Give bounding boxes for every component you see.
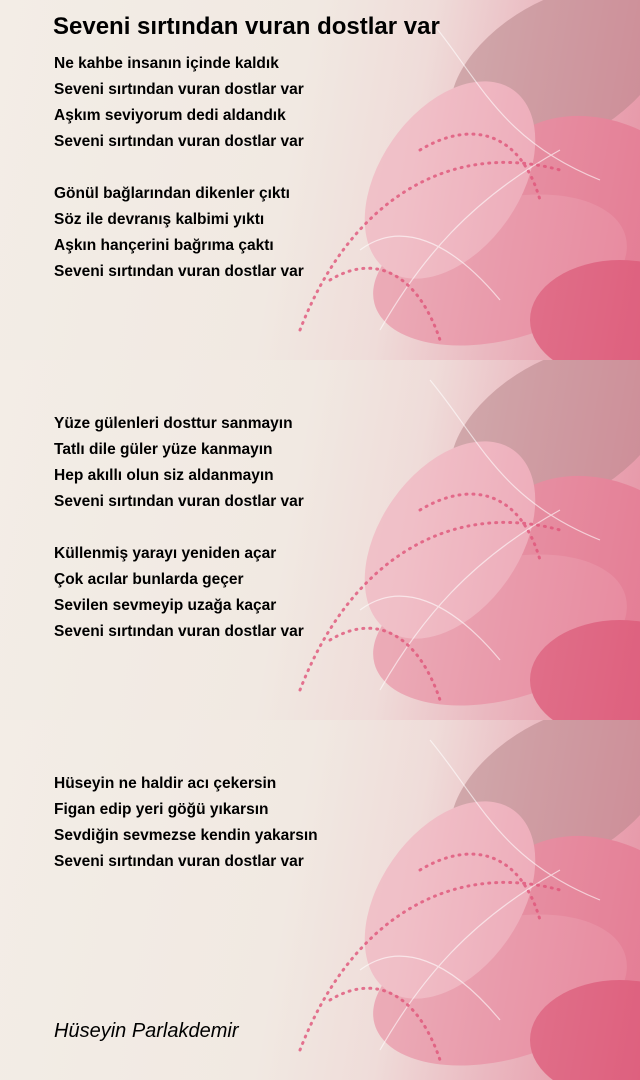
poem-line: Seveni sırtından vuran dostlar var — [54, 853, 304, 870]
poem-line: Seveni sırtından vuran dostlar var — [54, 263, 304, 280]
poem-line: Küllenmiş yarayı yeniden açar — [54, 545, 277, 562]
stanza-3 — [54, 411, 304, 515]
poem-line: Sevdiğin sevmezse kendin yakarsın — [54, 827, 318, 844]
poem-line: Çok acılar bunlarda geçer — [54, 571, 244, 588]
stanza-5 — [54, 771, 318, 875]
poem-line: Hep akıllı olun siz aldanmayın — [54, 467, 274, 484]
poem-title: Seveni sırtından vuran dostlar var — [53, 13, 440, 40]
poem-line: Seveni sırtından vuran dostlar var — [54, 493, 304, 510]
poem-line: Hüseyin ne haldir acı çekersin — [54, 775, 277, 792]
poem-line: Seveni sırtından vuran dostlar var — [54, 81, 304, 98]
poem-line: Ne kahbe insanın içinde kaldık — [54, 55, 279, 72]
stanza-1 — [54, 51, 304, 155]
poem-line: Tatlı dile güler yüze kanmayın — [54, 441, 273, 458]
poem-line: Figan edip yeri göğü yıkarsın — [54, 801, 269, 818]
poem-line: Yüze gülenleri dosttur sanmayın — [54, 415, 293, 432]
poem-line: Gönül bağlarından dikenler çıktı — [54, 185, 290, 202]
stanza-2 — [54, 181, 304, 285]
stanza-4 — [54, 541, 304, 645]
poem-line: Aşkım seviyorum dedi aldandık — [54, 107, 286, 124]
poem-line: Aşkın hançerini bağrıma çaktı — [54, 237, 274, 254]
poem-author: Hüseyin Parlakdemir — [54, 1020, 239, 1042]
poem-line: Söz ile devranış kalbimi yıktı — [54, 211, 265, 228]
poem-line: Seveni sırtından vuran dostlar var — [54, 623, 304, 640]
poem-line: Seveni sırtından vuran dostlar var — [54, 133, 304, 150]
poem-line: Sevilen sevmeyip uzağa kaçar — [54, 597, 277, 614]
